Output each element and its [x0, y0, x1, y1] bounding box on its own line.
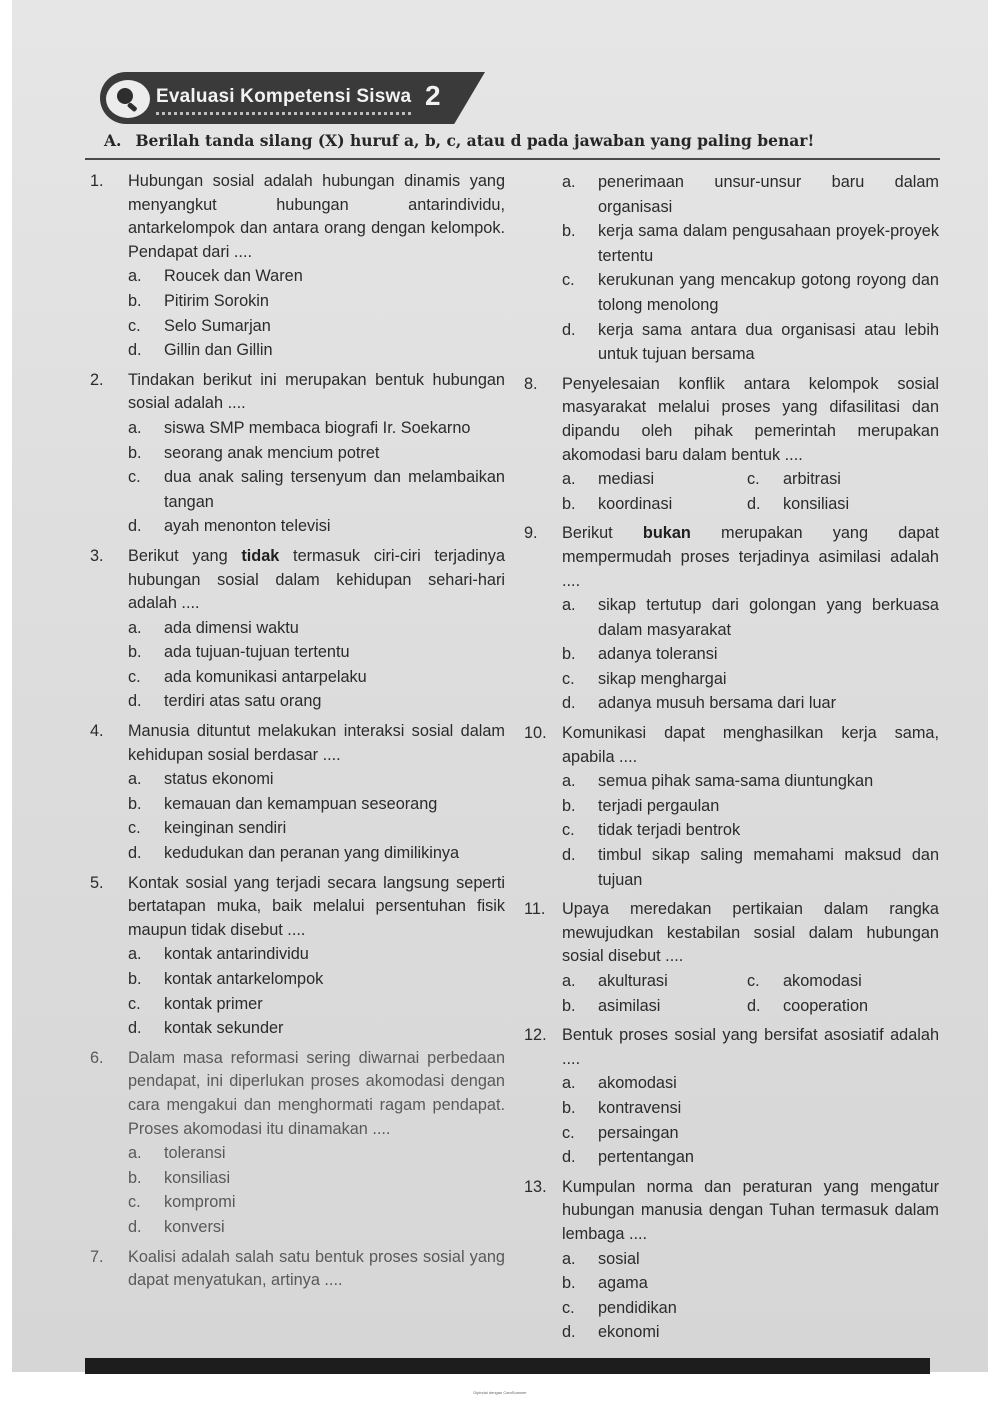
- question-number: 9.: [524, 524, 538, 543]
- question-text: Tindakan berikut ini merupakan bentuk hubungan sosial adalah ....: [128, 370, 505, 413]
- right-column: [524, 170, 939, 1345]
- question-10: [524, 722, 939, 892]
- option[interactable]: d. konsiliasi: [747, 494, 850, 513]
- question-text: Koalisi adalah salah satu bentuk proses sosial yang dapat menyatukan, artinya ....: [128, 1247, 505, 1290]
- option[interactable]: d. timbul sikap saling memahami maksud dan tujuan: [562, 846, 939, 889]
- question-text: Dalam masa reformasi sering diwarnai perbedaan pendapat, ini diperlukan proses akomodasi dengan cara mengakui dan menghormati ragam pendapat. Proses akomodasi itu dinamakan ....: [128, 1048, 505, 1138]
- magnifier-icon: [106, 80, 150, 118]
- question-12: [524, 1024, 939, 1170]
- option[interactable]: d. ayah menonton televisi: [128, 517, 331, 536]
- option[interactable]: d. kerja sama antara dua organisasi atau lebih untuk tujuan bersama: [562, 320, 939, 364]
- question-number: 4.: [90, 722, 104, 741]
- question-11: [524, 898, 939, 1018]
- option[interactable]: c. tidak terjadi bentrok: [562, 821, 741, 840]
- question-9: [524, 522, 939, 716]
- question-text: Manusia dituntut melakukan interaksi sosial dalam kehidupan sosial berdasar ....: [128, 722, 505, 764]
- question-3: [90, 545, 505, 714]
- option[interactable]: b. koordinasi: [562, 494, 673, 513]
- question-7-options: [524, 170, 939, 367]
- option[interactable]: b. kontak antarkelompok: [128, 970, 324, 988]
- option[interactable]: c. keinginan sendiri: [128, 819, 287, 838]
- scanner-watermark: Dipindai dengan CamScanner: [473, 1390, 527, 1395]
- question-1: [90, 170, 505, 363]
- instruction: [104, 131, 814, 150]
- option[interactable]: a. mediasi: [562, 470, 655, 489]
- question-text: Bentuk proses sosial yang bersifat asosiatif adalah ....: [562, 1026, 939, 1068]
- option[interactable]: c. persaingan: [562, 1123, 679, 1142]
- option[interactable]: a. ada dimensi waktu: [128, 618, 299, 637]
- question-number: 7.: [90, 1247, 104, 1266]
- question-number: 10.: [524, 724, 547, 743]
- option[interactable]: c. akomodasi: [747, 972, 862, 990]
- option[interactable]: a. akulturasi: [562, 972, 668, 990]
- question-number: 12.: [524, 1026, 547, 1045]
- option[interactable]: b. ada tujuan-tujuan tertentu: [128, 643, 350, 662]
- question-text: Berikut bukan merupakan yang dapat mempermudah proses terjadinya asimilasi adalah ....: [562, 524, 939, 590]
- page-bottom-edge: [85, 1358, 930, 1374]
- question-number: 11.: [524, 900, 546, 919]
- option[interactable]: a. sikap tertutup dari golongan yang berkuasa dalam masyarakat: [562, 596, 939, 639]
- question-8: [524, 373, 939, 517]
- question-6: [90, 1047, 505, 1240]
- option[interactable]: d. pertentangan: [562, 1148, 694, 1167]
- option[interactable]: c. kerukunan yang mencakup gotong royong dan tolong menolong: [562, 271, 939, 314]
- option[interactable]: a. sosial: [562, 1249, 640, 1268]
- banner-divider: [156, 112, 411, 118]
- question-text: Kumpulan norma dan peraturan yang mengatur hubungan manusia dengan Tuhan termasuk dalam lembaga ....: [562, 1177, 939, 1243]
- option[interactable]: c. kompromi: [128, 1193, 236, 1212]
- banner-number: 2: [425, 80, 441, 111]
- question-number: 13.: [524, 1177, 547, 1196]
- left-column: [90, 170, 505, 1293]
- option[interactable]: b. kerja sama dalam pengusahaan proyek-proyek tertentu: [562, 222, 939, 265]
- question-number: 6.: [90, 1048, 104, 1067]
- option[interactable]: b. asimilasi: [562, 996, 661, 1015]
- question-number: 1.: [90, 172, 104, 190]
- option[interactable]: b. seorang anak mencium potret: [128, 443, 380, 462]
- option[interactable]: a. toleransi: [128, 1144, 226, 1163]
- question-text: Penyelesaian konflik antara kelompok sosial masyarakat melalui proses yang difasilitasi dan dipandu oleh pihak pemerintah merupakan akomodasi baru dalam bentuk ....: [562, 374, 939, 464]
- option[interactable]: a. status ekonomi: [128, 770, 274, 789]
- option[interactable]: c. dua anak saling tersenyum dan melambaikan tangan: [128, 468, 505, 511]
- question-number: 8.: [524, 374, 538, 393]
- instruction-text: Berilah tanda silang (X) huruf a, b, c, atau d pada jawaban yang paling benar!: [135, 131, 815, 150]
- option[interactable]: d. cooperation: [747, 996, 869, 1015]
- option[interactable]: b. Pitirim Sorokin: [128, 291, 269, 310]
- option[interactable]: d. kedudukan dan peranan yang dimilikinya: [128, 844, 460, 863]
- option[interactable]: c. ada komunikasi antarpelaku: [128, 667, 367, 686]
- option[interactable]: c. Selo Sumarjan: [128, 316, 271, 335]
- banner-title: Evaluasi Kompetensi Siswa: [156, 86, 412, 107]
- option[interactable]: a. kontak antarindividu: [128, 945, 309, 964]
- option[interactable]: a. semua pihak sama-sama diuntungkan: [562, 772, 874, 791]
- option[interactable]: b. adanya toleransi: [562, 645, 718, 664]
- option[interactable]: c. pendidikan: [562, 1298, 677, 1317]
- option[interactable]: d. terdiri atas satu orang: [128, 692, 322, 711]
- option[interactable]: d. kontak sekunder: [128, 1019, 284, 1038]
- option[interactable]: b. kontravensi: [562, 1098, 682, 1117]
- option[interactable]: a. akomodasi: [562, 1074, 677, 1093]
- question-number: 5.: [90, 873, 104, 892]
- option[interactable]: a. penerimaan unsur-unsur baru dalam organisasi: [562, 173, 939, 216]
- option[interactable]: d. Gillin dan Gillin: [128, 341, 273, 360]
- option[interactable]: c. arbitrasi: [747, 470, 841, 489]
- section-label: A.: [104, 131, 122, 150]
- option[interactable]: a. Roucek dan Waren: [128, 267, 303, 286]
- question-7: [90, 1246, 505, 1293]
- option[interactable]: d. ekonomi: [562, 1323, 660, 1342]
- option[interactable]: c. kontak primer: [128, 994, 263, 1013]
- question-4: [90, 720, 505, 866]
- question-number: 2.: [90, 370, 104, 389]
- option[interactable]: b. terjadi pergaulan: [562, 796, 720, 815]
- question-number: 3.: [90, 546, 104, 565]
- option[interactable]: d. adanya musuh bersama dari luar: [562, 694, 837, 713]
- option[interactable]: d. konversi: [128, 1217, 225, 1236]
- question-text: Hubungan sosial adalah hubungan dinamis yang menyangkut hubungan antarindividu, antarkelompok dan antara orang dengan kelompok. Pendapat dari ....: [128, 172, 505, 261]
- option[interactable]: a. siswa SMP membaca biografi Ir. Soekarno: [128, 418, 471, 437]
- option[interactable]: b. konsiliasi: [128, 1168, 231, 1187]
- option[interactable]: b. agama: [562, 1274, 648, 1293]
- question-5: [90, 872, 505, 1041]
- option[interactable]: c. sikap menghargai: [562, 669, 727, 688]
- question-text: Kontak sosial yang terjadi secara langsung seperti bertatapan muka, baik melalui persentuhan fisik maupun tidak disebut ....: [128, 873, 505, 939]
- header-rule: [85, 158, 940, 160]
- option[interactable]: b. kemauan dan kemampuan seseorang: [128, 794, 438, 813]
- question-text: Berikut yang tidak termasuk ciri-ciri terjadinya hubungan sosial dalam kehidupan sehari-hari adalah ....: [128, 546, 505, 613]
- question-text: Upaya meredakan pertikaian dalam rangka mewujudkan kestabilan sosial dalam hubungan sosial disebut ....: [562, 900, 939, 966]
- question-13: [524, 1176, 939, 1345]
- question-text: Komunikasi dapat menghasilkan kerja sama, apabila ....: [562, 724, 939, 766]
- question-2: [90, 369, 505, 539]
